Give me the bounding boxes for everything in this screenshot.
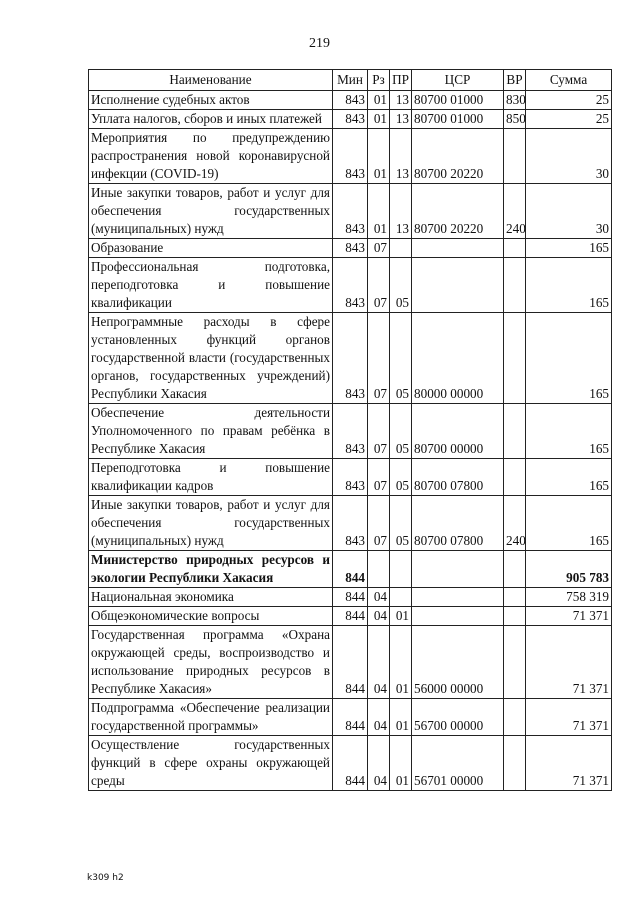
cell-vr [504, 239, 526, 258]
cell-min: 843 [333, 258, 368, 313]
cell-sum: 165 [526, 459, 612, 496]
cell-rz: 01 [368, 110, 390, 129]
cell-sum: 71 371 [526, 699, 612, 736]
cell-csr [412, 607, 504, 626]
cell-rz: 07 [368, 239, 390, 258]
cell-rz: 04 [368, 699, 390, 736]
cell-csr: 80700 01000 [412, 91, 504, 110]
cell-pr: 05 [390, 404, 412, 459]
cell-pr: 01 [390, 736, 412, 791]
cell-sum: 71 371 [526, 626, 612, 699]
cell-pr: 01 [390, 626, 412, 699]
cell-vr [504, 626, 526, 699]
header-rz: Рз [368, 70, 390, 91]
cell-sum: 165 [526, 313, 612, 404]
table-row [89, 258, 612, 313]
cell-sum: 30 [526, 184, 612, 239]
header-name: Наименование [89, 70, 333, 91]
table-row [89, 239, 612, 258]
cell-rz: 04 [368, 736, 390, 791]
cell-pr: 13 [390, 110, 412, 129]
cell-pr: 13 [390, 129, 412, 184]
cell-vr [504, 258, 526, 313]
cell-sum: 905 783 [526, 551, 612, 588]
cell-pr: 05 [390, 258, 412, 313]
table-row [89, 626, 612, 699]
cell-rz: 04 [368, 626, 390, 699]
cell-min: 843 [333, 91, 368, 110]
cell-name: Мероприятия по предупреждению распространения новой коронавирусной инфекции (COVID-19) [89, 129, 333, 184]
header-sum: Сумма [526, 70, 612, 91]
cell-csr [412, 551, 504, 588]
cell-csr: 56700 00000 [412, 699, 504, 736]
cell-vr [504, 129, 526, 184]
cell-pr: 13 [390, 184, 412, 239]
cell-csr: 80700 20220 [412, 129, 504, 184]
cell-rz: 07 [368, 404, 390, 459]
cell-name: Иные закупки товаров, работ и услуг для обеспечения государственных (муниципальных) нужд [89, 496, 333, 551]
cell-rz: 07 [368, 496, 390, 551]
table-row [89, 129, 612, 184]
cell-sum: 30 [526, 129, 612, 184]
cell-rz: 04 [368, 607, 390, 626]
table-row [89, 404, 612, 459]
cell-name: Обеспечение деятельности Уполномоченного по правам ребёнка в Республике Хакасия [89, 404, 333, 459]
cell-sum: 165 [526, 496, 612, 551]
cell-rz: 07 [368, 459, 390, 496]
cell-vr: 850 [504, 110, 526, 129]
cell-min: 844 [333, 626, 368, 699]
cell-vr [504, 607, 526, 626]
cell-csr: 80000 00000 [412, 313, 504, 404]
header-csr: ЦСР [412, 70, 504, 91]
cell-sum: 71 371 [526, 607, 612, 626]
cell-name: Национальная экономика [89, 588, 333, 607]
cell-rz: 01 [368, 129, 390, 184]
cell-vr [504, 736, 526, 791]
table-row [89, 91, 612, 110]
cell-sum: 165 [526, 404, 612, 459]
cell-rz: 07 [368, 313, 390, 404]
cell-min: 844 [333, 551, 368, 588]
cell-min: 843 [333, 496, 368, 551]
header-min: Мин [333, 70, 368, 91]
cell-pr: 01 [390, 607, 412, 626]
table-row [89, 184, 612, 239]
cell-csr [412, 239, 504, 258]
footer-code: k309 h2 [87, 873, 124, 883]
cell-pr: 01 [390, 699, 412, 736]
cell-csr: 80700 00000 [412, 404, 504, 459]
table-body [89, 91, 612, 791]
header-pr: ПР [390, 70, 412, 91]
cell-name: Подпрограмма «Обеспечение реализации государственной программы» [89, 699, 333, 736]
cell-name: Иные закупки товаров, работ и услуг для обеспечения государственных (муниципальных) нужд [89, 184, 333, 239]
cell-sum: 25 [526, 110, 612, 129]
table-row [89, 551, 612, 588]
cell-min: 843 [333, 110, 368, 129]
cell-min: 843 [333, 129, 368, 184]
cell-vr: 240 [504, 184, 526, 239]
cell-vr [504, 588, 526, 607]
cell-name: Осуществление государственных функций в сфере охраны окружающей среды [89, 736, 333, 791]
cell-vr: 240 [504, 496, 526, 551]
cell-min: 844 [333, 607, 368, 626]
table-row [89, 607, 612, 626]
cell-name: Уплата налогов, сборов и иных платежей [89, 110, 333, 129]
cell-vr: 830 [504, 91, 526, 110]
cell-pr: 05 [390, 459, 412, 496]
cell-sum: 758 319 [526, 588, 612, 607]
table-row [89, 699, 612, 736]
cell-name: Государственная программа «Охрана окружающей среды, воспроизводство и использование природных ресурсов в Республике Хакасия» [89, 626, 333, 699]
cell-rz: 04 [368, 588, 390, 607]
cell-name: Общеэкономические вопросы [89, 607, 333, 626]
cell-csr: 80700 07800 [412, 459, 504, 496]
cell-pr: 13 [390, 91, 412, 110]
cell-name: Профессиональная подготовка, переподготовка и повышение квалификации [89, 258, 333, 313]
cell-pr [390, 239, 412, 258]
cell-sum: 25 [526, 91, 612, 110]
cell-vr [504, 459, 526, 496]
cell-min: 844 [333, 699, 368, 736]
cell-rz: 01 [368, 184, 390, 239]
cell-csr: 80700 07800 [412, 496, 504, 551]
cell-sum: 165 [526, 239, 612, 258]
cell-name: Непрограммные расходы в сфере установленных функций органов государственной власти (государственных органов, государственных учреждений) Республики Хакасия [89, 313, 333, 404]
cell-name: Исполнение судебных актов [89, 91, 333, 110]
cell-rz [368, 551, 390, 588]
budget-table [88, 69, 612, 791]
cell-min: 844 [333, 736, 368, 791]
cell-vr [504, 313, 526, 404]
cell-pr: 05 [390, 496, 412, 551]
cell-rz: 01 [368, 91, 390, 110]
cell-name: Министерство природных ресурсов и экологии Республики Хакасия [89, 551, 333, 588]
cell-min: 843 [333, 459, 368, 496]
table-row [89, 496, 612, 551]
cell-rz: 07 [368, 258, 390, 313]
cell-sum: 71 371 [526, 736, 612, 791]
cell-csr [412, 588, 504, 607]
cell-pr [390, 551, 412, 588]
cell-vr [504, 551, 526, 588]
cell-min: 844 [333, 588, 368, 607]
table-row [89, 110, 612, 129]
cell-csr: 80700 01000 [412, 110, 504, 129]
cell-csr [412, 258, 504, 313]
page-number: 219 [309, 36, 330, 51]
cell-pr [390, 588, 412, 607]
cell-min: 843 [333, 313, 368, 404]
header-vr: ВР [504, 70, 526, 91]
cell-csr: 56000 00000 [412, 626, 504, 699]
table-row [89, 736, 612, 791]
cell-min: 843 [333, 239, 368, 258]
cell-name: Переподготовка и повышение квалификации кадров [89, 459, 333, 496]
cell-name: Образование [89, 239, 333, 258]
cell-vr [504, 404, 526, 459]
cell-sum: 165 [526, 258, 612, 313]
cell-min: 843 [333, 404, 368, 459]
header-row [89, 70, 612, 91]
table-row [89, 459, 612, 496]
cell-csr: 56701 00000 [412, 736, 504, 791]
table-row [89, 313, 612, 404]
cell-vr [504, 699, 526, 736]
cell-pr: 05 [390, 313, 412, 404]
table-row [89, 588, 612, 607]
cell-min: 843 [333, 184, 368, 239]
cell-csr: 80700 20220 [412, 184, 504, 239]
